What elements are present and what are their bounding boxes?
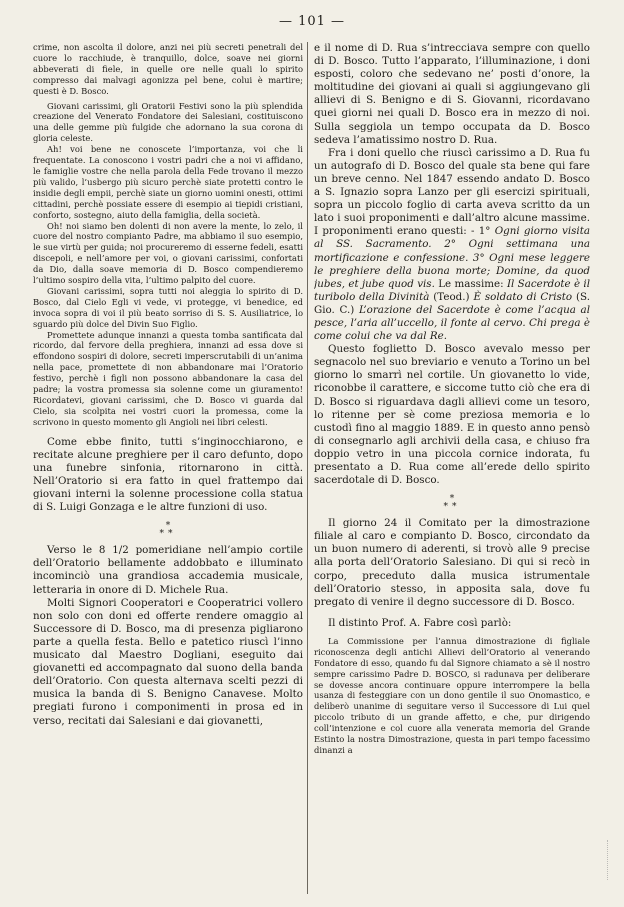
page-edge-mark [607,840,618,880]
right-paragraph-2-italic-h: L’orazione del Sacerdote è come l’acqua al pesce, l’aria all’uccello, il fonte al cervo. Chi prega è come colui che va dal Re. [314,303,590,343]
right-paragraph-6: La Commissione per l’annua dimostrazione di figliale riconoscenza degli antichi Allievi dell’Oratorio al venerando Fondatore di esso, quando fu dal Signore chiamato a sè il nostro sempre carissimo Padre D. BOSCO, si radunava per deliberare se dovesse ancora continuare oppure interrompere la bella usanza di festeggiare con un dono gentile il suo Onomastico, e deliberò unanime di seguitare verso il Successore di Lui quel piccolo tributo di un grande affetto, e che, pur dirigendo coll’intenzione e col cuore alla venerata memoria del Grande Estinto la nostra Dimostrazione, questa in pari tempo facessimo dinanzi a [314,635,590,755]
page-number: — 101 — [278,14,346,29]
right-paragraph-3: Questo foglietto D. Bosco avevalo messo per segnacolo nel suo breviario e venuto a Torino un bel giorno lo smarrì nel cortile. Un giovanetto lo vide, riconobbe il carattere, e siccome tutto ciò che era di D. Bosco si riguardava dagli allievi come un tesoro, lo ritenne per sè come preziosa memoria e lo custodì fino al maggio 1889. E in questo anno pensò di consegnarlo agli archivii della casa, e chiuso fra doppio vetro in una piccola cornice indorata, fu presentato a D. Rua come all’erede dello spirito sacerdotale di D. Bosco. [314,343,590,487]
section-separator-stars: * ** [159,521,177,540]
left-paragraph-3: Ah! voi bene ne conoscete l’importanza, voi che li frequentate. La conoscono i vostri padri che a noi vi affidano, le famiglie vostre che nella parola della Fede trovano il mezzo più valido, l’usbergo più sicuro perchè siate protetti contro le insidie degli empii, perchè siate un giorno uomini onesti, ottimi cittadini, perchè possiate essere di esempio ai tiepidi cristiani, conforto, sostegno, aiuto della famiglia, della società. [33,144,303,220]
right-paragraph-2-italic-d: Il Sacerdote è il turibolo della Divinità [314,277,590,303]
right-column [314,42,590,897]
right-paragraph-2-text-a: Fra i doni quello che riuscì carissimo a D. Rua fu un autografo di D. Bosco del quale sta bene qui fare un breve cenno. Nel 1847 essendo andato D. Bosco a S. Ignazio sopra Lanzo per gli esercizi spirituali, sopra un piccolo foglio di carta aveva scritto da un lato i suoi proponimenti e dall’altro alcune massime. I proponimenti erano questi: - 1° [314,146,590,238]
right-paragraph-5: Il distinto Prof. A. Fabre così parlò: [328,616,512,629]
right-paragraph-2-text-e: (Teod.) [429,290,474,303]
right-paragraph-2 [314,147,590,343]
left-paragraph-9: Molti Signori Cooperatori e Cooperatrici vollero non solo con doni ed offerte rendere omaggio al Successore di D. Bosco, ma di presenza pigliarono parte a quella festa. Bello e patetico riuscì l’inno musicato dal Maestro Dogliani, eseguito dai giovanetti ed accompagnato dal suono della banda dell’Oratorio. Con questa alternava scelti pezzi di musica la banda di S. Benigno Canavese. Molto pregiati furono i componimenti in prosa ed in verso, recitati dai Salesiani e dai giovanetti, [33,596,303,727]
column-divider [307,42,308,894]
left-paragraph-8: Verso le 8 1/2 pomeridiane nell’ampio cortile dell’Oratorio bellamente addobbato e illuminato incominciò una grandiosa accademia musicale, letteraria in onore di D. Michele Rua. [33,544,303,596]
left-paragraph-6: Promettete adunque innanzi a questa tomba santificata dal ricordo, dal fervore della preghiera, innanzi ad essa dove si effondono sospiri di dolore, secreti imperscrutabili di un’anima nella pace, promettete di non abbandonare mai l’Oratorio festivo, perchè i figli non possono abbandonare la casa del padre; la vostra promessa sia solenne come un giuramento! Ricordatevi, giovani carissimi, che D. Bosco vi guarda dal Cielo, sia scolpita nei vostri cuori la promessa, come la scrivono in questo momento gli Angioli nei libri celesti. [33,329,303,427]
right-paragraph-2-italic-f: È soldato di Cristo [473,290,573,303]
section-separator-stars-right: * ** [443,494,461,513]
left-paragraph-2: Giovani carissimi, gli Oratorii Festivi sono la più splendida creazione del Venerato Fondatore dei Salesiani, costituiscono una delle gemme più fulgide che adornano la sua corona di gloria celeste. [33,100,303,144]
left-paragraph-4: Oh! noi siamo ben dolenti di non avere la mente, lo zelo, il cuore del nostro compianto Padre, ma abbiamo il suo esempio, le sue virtù per guida; noi procureremo di esserne fedeli, esatti discepoli, e nell’amore per voi, o giovani carissimi, confortati da Dio, dalla soave memoria di D. Bosco compendieremo l’ultimo sospiro della vita, l’ultimo palpito del cuore. [33,220,303,286]
left-paragraph-7: Come ebbe finito, tutti s’inginocchiarono, e recitate alcune preghiere per il caro defunto, dopo una funebre sinfonia, ritornarono in città. Nell’Oratorio si era fatto in quel frattempo dai giovani interni la solenne processione colla statua di S. Luigi Gonzaga e le altre funzioni di uso. [33,435,303,514]
right-paragraph-4: Il giorno 24 il Comitato per la dimostrazione filiale al caro e compianto D. Bosco, circondato da un buon numero di aderenti, si trovò alle 9 precise alla porta dell’Oratorio Salesiano. Di qui si recò in corpo, preceduto dalla musica istrumentale dell’Oratorio stesso, in apposita sala, dove fu pregato di venire il degno successore di D. Bosco. [314,517,590,608]
right-paragraph-2-text-c: Le massime: [434,277,507,290]
left-paragraph-5: Giovani carissimi, sopra tutti noi aleggia lo spirito di D. Bosco, dal Cielo Egli vi vede, vi protegge, vi benedice, ed invoca sopra di voi il più beato sorriso di S. S. Ausiliatrice, lo sguardo più dolce del Divin Suo Figlio. [33,285,303,329]
left-column [33,42,303,897]
right-paragraph-2-text-g: (S. Gio. C.) [314,290,590,316]
right-paragraph-1: e il nome di D. Rua s’intrecciava sempre con quello di D. Bosco. Tutto l’apparato, l’illuminazione, i doni esposti, coloro che sedevano ne’ posti d’onore, la moltitudine dei giovani ai quali si aggiungevano gli allievi di S. Benigno e di S. Giovanni, ricordavano quei giorni nei quali D. Bosco era in mezzo di noi. Sulla seggiola un tempo occupata da D. Bosco sedeva l’amatissimo nostro D. Rua. [314,42,590,146]
left-paragraph-1: crime, non ascolta il dolore, anzi nei più secreti penetrali del cuore lo racchiude, è tranquillo, dolce, soave nei giorni abbeverati di fiele, in quelle ore nelle quali lo spirito compresso dai malvagi agonizza pel bene, colui è martire; questi è D. Bosco. [33,42,303,96]
right-paragraph-2-italic-b: Ogni giorno visita al SS. Sacramento. 2° Ogni settimana una mortificazione e confessione. 3° Ogni mese leggere le preghiere della buona morte; Domine, da quod jubes, et jube quod vis. [314,225,590,290]
